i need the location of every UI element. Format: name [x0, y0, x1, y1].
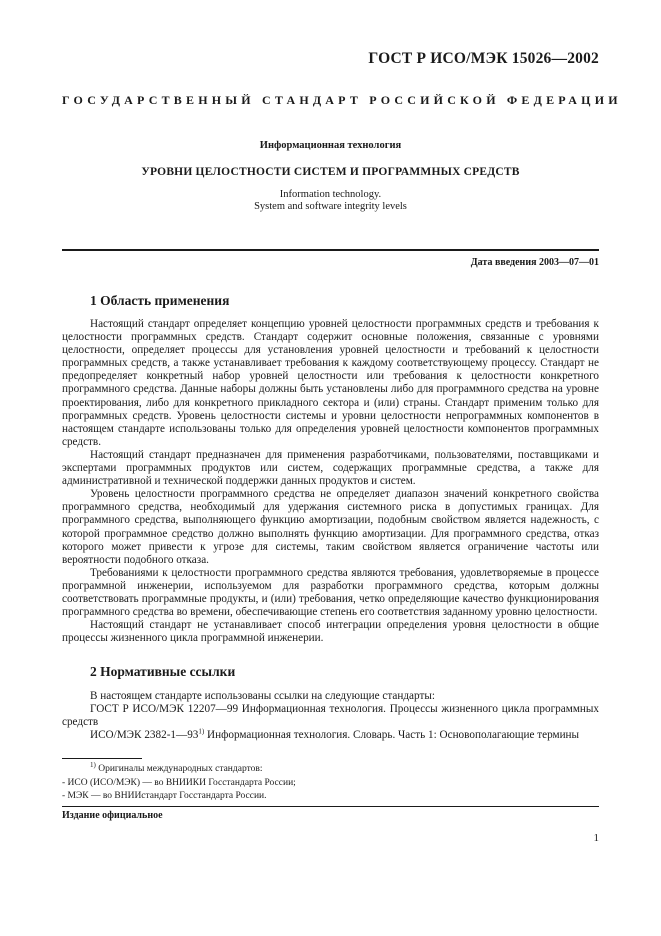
section2-heading: 2 Нормативные ссылки — [90, 664, 236, 679]
title-subject: Информационная технология — [259, 140, 402, 151]
footnote-marker: 1) — [198, 727, 205, 736]
footnotes — [62, 760, 296, 804]
page-title: УРОВНИ ЦЕЛОСТНОСТИ СИСТЕМ И ПРОГРАММНЫХ СРЕДСТВ — [141, 166, 520, 178]
title-divider — [62, 249, 599, 251]
footnote-line: - МЭК — во ВНИИстандарт Госстандарта России. — [62, 791, 267, 801]
footnote-line: $^{1)}$ Оригиналы международных стандартов: — [90, 760, 263, 774]
footer-divider — [62, 806, 599, 807]
reference-code: ИСО/МЭК 2382-1—93 — [90, 729, 199, 742]
footnote-line: - ИСО (ИСО/МЭК) — во ВНИИКИ Госстандарта России; — [62, 777, 296, 788]
section1-paragraph: Настоящий стандарт предназначен для применения разработчиками, пользователями, поставщиками и экспертами программных продуктов или систем, содержащих программные средства, а также для административной и технической поддержки данных продуктов и систем. — [62, 448, 599, 488]
english-title-line1: Information technology. — [279, 189, 382, 200]
state-standard-heading: ГОСУДАРСТВЕННЫЙ СТАНДАРТ РОССИЙСКОЙ ФЕДЕРАЦИИ — [62, 93, 622, 107]
english-title — [62, 189, 599, 213]
section1-paragraph: Требованиями к целостности программного средства являются требования, удовлетворяемые в процессе программной инженерии, используемом для разработки программного средства, которым должны соответствовать программные продукты, и (или) требования, четко определяющие качество функционирования программного средства во времени, обеспечивающие степень его соответствия заданному уровню целостности. — [62, 566, 599, 619]
reference-item: ГОСТ Р ИСО/МЭК 12207—99 Информационная технология. Процессы жизненного цикла программных средств — [62, 703, 599, 729]
reference-item — [62, 729, 599, 742]
footnote-divider — [62, 758, 142, 759]
official-edition-label: Издание официальное — [62, 810, 163, 821]
page-number: 1 — [593, 832, 599, 844]
footnote-marker: 1) — [90, 760, 96, 769]
section1-paragraph: Настоящий стандарт не устанавливает способ интеграции определения уровня целостности в общие процессы жизненного цикла программной инженерии. — [62, 619, 599, 645]
section1-paragraph: Настоящий стандарт определяет концепцию уровней целостности программных средств и требования к целостности программных средств. Стандарт содержит основные положения, связанные с уровнями целостности, определяет процессы для установления уровней целостности и требований к целостности программных средств, а также устанавливает требования к каждому соответствующему процессу. Стандарт не предопределяет конкретный набор уровней целостности или требования к целостности конкретного программного средства. Данные наборы должны быть установлены либо для программного средства на уровне проектирования, либо для конкретного прикладного сектора и (или) страны. Стандарт применим только для программных средств. Уровень целостности системы и уровни целостности непрограммных компонентов в настоящем стандарте использованы только для определения уровней целостности компонентов программных средств. — [62, 318, 599, 448]
english-title-line2: System and software integrity levels — [254, 201, 407, 212]
section1-body — [62, 318, 599, 645]
section1-heading: 1 Область применения — [90, 293, 230, 308]
reference-title: Информационная технология. Словарь. Часть 1: Основополагающие термины — [204, 729, 580, 742]
section2-body — [62, 690, 599, 742]
introduction-date: Дата введения 2003—07—01 — [470, 257, 599, 268]
references-intro: В настоящем стандарте использованы ссылки на следующие стандарты: — [90, 690, 435, 702]
document-code: ГОСТ Р ИСО/МЭК 15026—2002 — [368, 50, 599, 67]
section1-paragraph: Уровень целостности программного средства не определяет диапазон значений конкретного свойства программного средства, необходимый для удержания системного риска в допустимых границах. Для программного средства, выполняющего функцию амортизации, подобным свойством является надежность, с которой программное средство должно выполнять функцию амортизации. Для программного средства, отказ которого может привести к угрозе для системы, таким свойством является ограничение частоты или вероятности подобного отказа. — [62, 488, 599, 566]
